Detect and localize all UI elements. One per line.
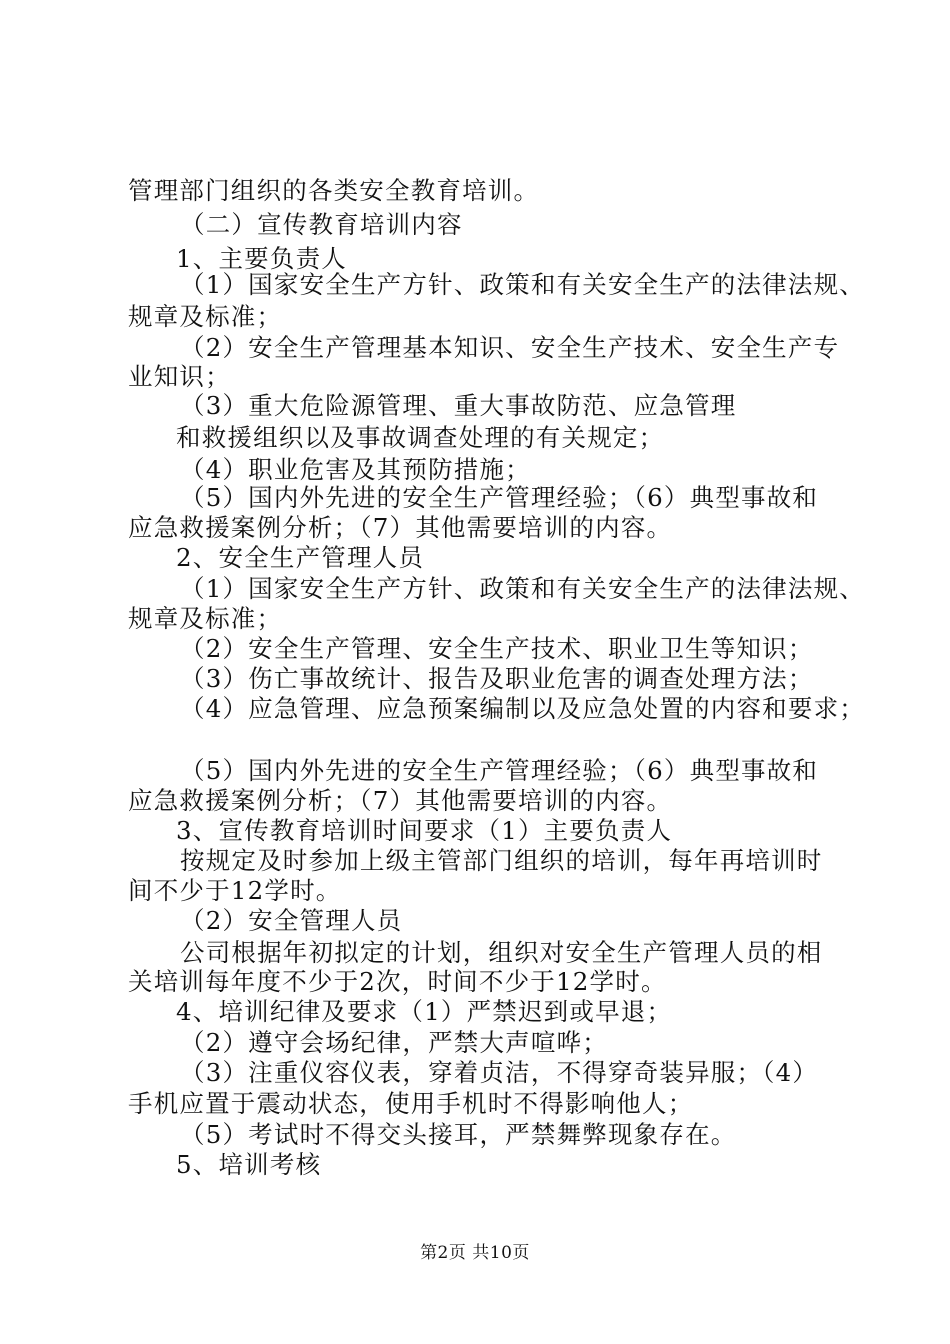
body-line: 按规定及时参加上级主管部门组织的培训，每年再培训时	[180, 846, 823, 875]
body-line: 手机应置于震动状态，使用手机时不得影响他人；	[128, 1089, 694, 1118]
subsection-heading: 3、宣传教育培训时间要求（1）主要负责人	[176, 816, 673, 845]
body-line: 公司根据年初拟定的计划，组织对安全生产管理人员的相	[180, 938, 823, 967]
body-line: （5）国内外先进的安全生产管理经验；（6）典型事故和	[180, 483, 819, 512]
body-line: （5）考试时不得交头接耳，严禁舞弊现象存在。	[180, 1120, 737, 1149]
body-line: 应急救援案例分析；（7）其他需要培训的内容。	[128, 513, 673, 542]
subsection-heading: 5、培训考核	[176, 1150, 322, 1179]
subsection-heading: 4、培训纪律及要求（1）严禁迟到或早退；	[176, 997, 673, 1026]
body-line: 关培训每年度不少于2次，时间不少于12学时。	[128, 967, 667, 996]
body-line: 规章及标准；	[128, 302, 283, 331]
subsection-heading: 1、主要负责人	[176, 244, 347, 273]
body-line: （1）国家安全生产方针、政策和有关安全生产的法律法规、	[180, 574, 865, 603]
body-line: （1）国家安全生产方针、政策和有关安全生产的法律法规、	[180, 270, 865, 299]
body-line: （4）职业危害及其预防措施；	[180, 455, 531, 484]
body-line: （3）注重仪容仪表，穿着贞洁，不得穿奇装异服；（4）	[180, 1058, 819, 1087]
subsection-heading: 2、安全生产管理人员	[176, 543, 425, 572]
body-line: 应急救援案例分析；（7）其他需要培训的内容。	[128, 786, 673, 815]
body-line: 业知识；	[128, 362, 231, 391]
body-line: 管理部门组织的各类安全教育培训。	[128, 176, 540, 205]
body-line: 规章及标准；	[128, 604, 283, 633]
body-line: （4）应急管理、应急预案编制以及应急处置的内容和要求；	[180, 694, 865, 723]
body-line: （2）安全生产管理、安全生产技术、职业卫生等知识；	[180, 634, 814, 663]
section-heading: （二）宣传教育培训内容	[180, 210, 463, 239]
body-line: （3）伤亡事故统计、报告及职业危害的调查处理方法；	[180, 664, 814, 693]
body-line: （2）遵守会场纪律，严禁大声喧哗；	[180, 1028, 608, 1057]
body-line: 和救援组织以及事故调查处理的有关规定；	[176, 423, 665, 452]
page-number-footer: 第2页 共10页	[420, 1243, 530, 1263]
body-line: （2）安全管理人员	[180, 906, 403, 935]
body-line: （2）安全生产管理基本知识、安全生产技术、安全生产专	[180, 333, 840, 362]
body-line: 间不少于12学时。	[128, 876, 342, 905]
body-line: （3）重大危险源管理、重大事故防范、应急管理	[180, 391, 737, 420]
body-line: （5）国内外先进的安全生产管理经验；（6）典型事故和	[180, 756, 819, 785]
